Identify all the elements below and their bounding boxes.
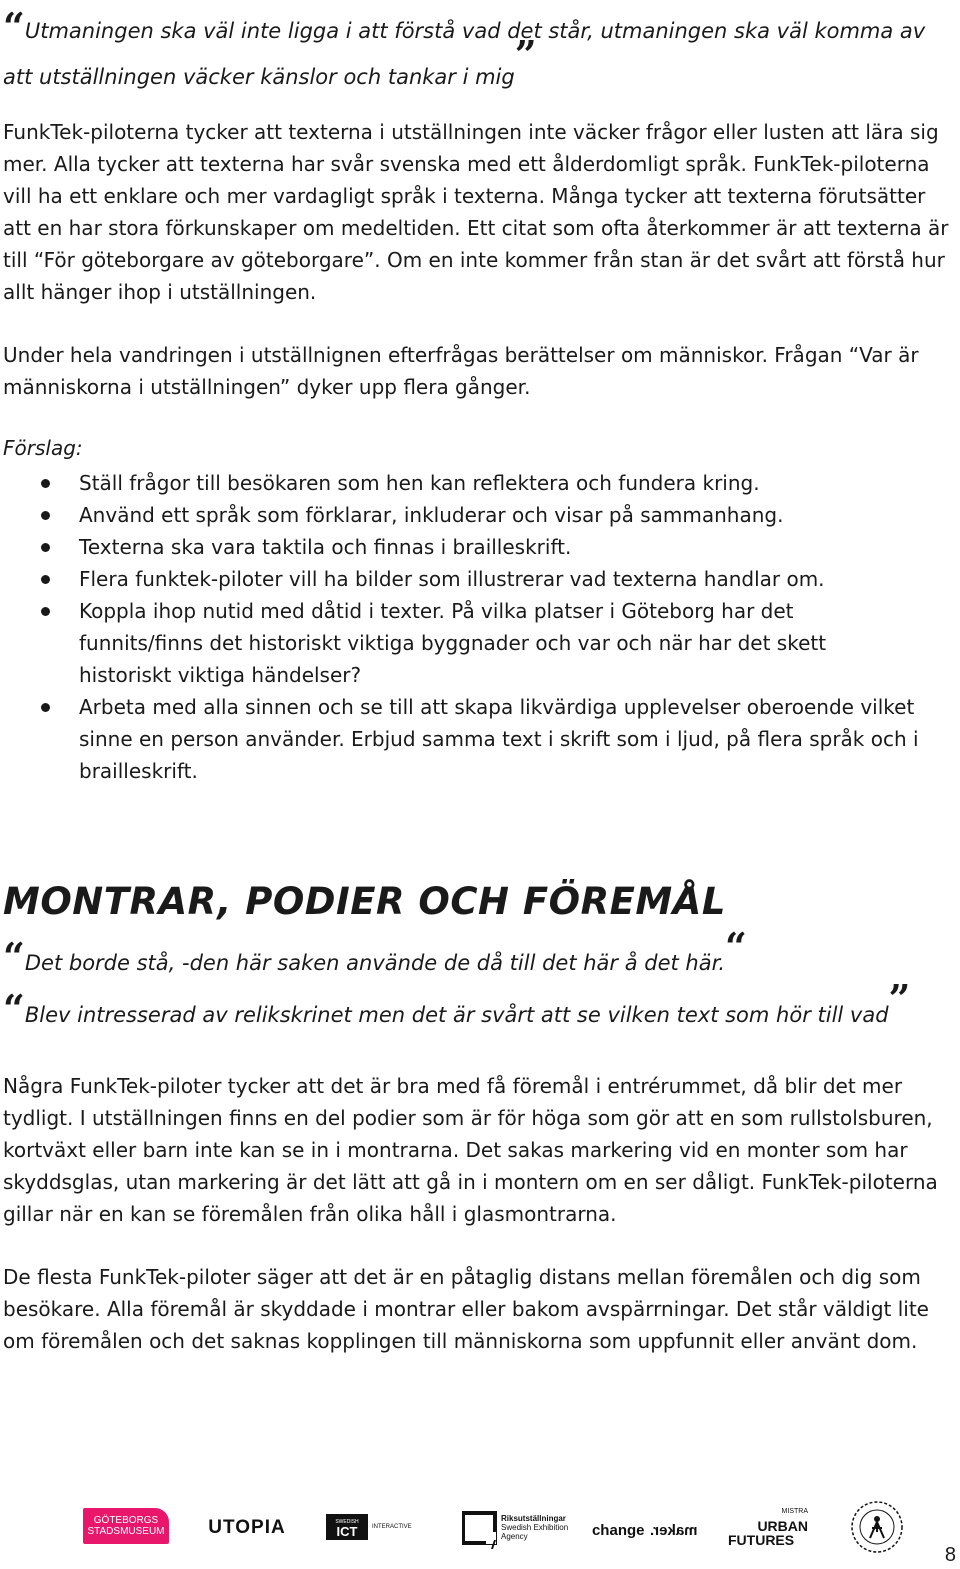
- paragraph-3: Några FunkTek-piloter tycker att det är bra med få föremål i entrérummet, då blir det mer tydligt. I utställningen finns en del podier som är för höga som gör att en som rullstolsburen, kortväxt eller barn inte kan se in i montrarna. Det sakas markering vid en monter som har skyddsglas, utan markering är det lätt att gå in i montern om en ser dåligt. FunkTek-piloterna gillar när en kan se föremålen från olika håll i glasmontrarna.: [3, 1074, 938, 1226]
- quote-2: [3, 924, 953, 981]
- bullet-icon: [41, 575, 50, 584]
- suggestion-item: Flera funktek-piloter vill ha bilder som illustrerar vad texterna handlar om.: [0, 563, 920, 595]
- open-quote-mark: “: [3, 4, 25, 49]
- page-number: 8: [944, 1544, 956, 1566]
- quote-3: [3, 976, 953, 1033]
- utopia-logo: UTOPIA: [208, 1517, 286, 1538]
- paragraph-1: FunkTek-piloterna tycker att texterna i utställningen inte väcker frågor eller lusten att lära sig mer. Alla tycker att texterna har svår svenska med ett ålderdomligt språk. FunkTek-piloterna vill ha ett enklare och mer vardagligt språk i texterna. Många tycker att texterna förutsätter att en har stora förkunskaper om medeltiden. Ett citat som ofta återkommer är att texterna är till “För göteborgare av göteborgare”. Om en inte kommer från stan är det svårt att förstå hur allt hänger ihop i utställningen.: [3, 120, 949, 304]
- close-quote-mark: “: [725, 924, 747, 969]
- partner-logos: [0, 1490, 960, 1569]
- suggestion-item: Koppla ihop nutid med dåtid i texter. På vilka platser i Göteborg har det funnits/finns det historiskt viktiga byggnader och var och när har det skett historiskt viktiga händelser?: [0, 595, 920, 691]
- bullet-icon: [41, 511, 50, 520]
- open-quote-mark: “: [3, 986, 25, 1031]
- bullet-icon: [41, 479, 50, 488]
- suggestions-label: Förslag:: [3, 436, 83, 460]
- suggestion-item: Texterna ska vara taktila och finnas i brailleskrift.: [0, 531, 920, 563]
- quote-3-text: Blev intresserad av relikskrinet men det är svårt att se vilken text som hör till vad: [24, 1003, 889, 1027]
- paragraph-2: Under hela vandringen i utställnignen efterfrågas berättelser om människor. Frågan “Var är människorna i utställningen” dyker upp flera gånger.: [3, 343, 919, 399]
- suggestion-item: Arbeta med alla sinnen och se till att skapa likvärdiga upplevelser oberoende vilket sinne en person använder. Erbjud samma text i skrift som i ljud, på flera språk och i brailleskrift.: [0, 691, 920, 787]
- goteborgs-stadsmuseum-logo: GÖTEBORGS STADSMUSEUM: [83, 1508, 169, 1544]
- suggestions-list: [0, 467, 920, 787]
- riksutstallningar-mark-icon: [462, 1510, 498, 1550]
- open-quote-mark: “: [3, 934, 25, 979]
- riksutstallningar-logo: Riksutställningar Swedish Exhibition Agency: [462, 1510, 572, 1550]
- quote-1: [3, 4, 953, 100]
- bullet-icon: [41, 703, 50, 712]
- suggestion-item: Ställ frågor till besökaren som hen kan reflektera och fundera kring.: [0, 467, 920, 499]
- change-maker-logo: change maker.: [591, 1521, 699, 1539]
- close-quote-mark: ”: [888, 976, 911, 1021]
- quote-2-text: Det borde stå, -den här saken använde de då till det här å det här.: [24, 951, 725, 975]
- bullet-icon: [41, 543, 50, 552]
- arvsfonden-seal-icon: [850, 1500, 904, 1554]
- quote-1-text: Utmaningen ska väl inte ligga i att förstå vad det står, utmaningen ska väl komma av att utställningen väcker känslor och tankar i mig: [3, 19, 926, 89]
- swedish-ict-logo: SWEDISH ICT INTERACTIVE: [326, 1514, 414, 1540]
- close-quote-mark: ”: [514, 32, 537, 77]
- arvsfonden-seal-logo: [850, 1500, 904, 1554]
- section-heading: MONTRAR, PODIER OCH FÖREMÅL: [3, 880, 726, 923]
- mistra-urban-futures-logo: MISTRA URBAN FUTURES: [728, 1508, 808, 1548]
- paragraph-4: De flesta FunkTek-piloter säger att det är en påtaglig distans mellan föremålen och dig som besökare. Alla föremål är skyddade i montrar eller bakom avspärrningar. Det står väldigt lite om föremålen och det saknas kopplingen till människorna som uppfunnit eller använt dom.: [3, 1265, 929, 1353]
- suggestion-item: Använd ett språk som förklarar, inkluderar och visar på sammanhang.: [0, 499, 920, 531]
- bullet-icon: [41, 607, 50, 616]
